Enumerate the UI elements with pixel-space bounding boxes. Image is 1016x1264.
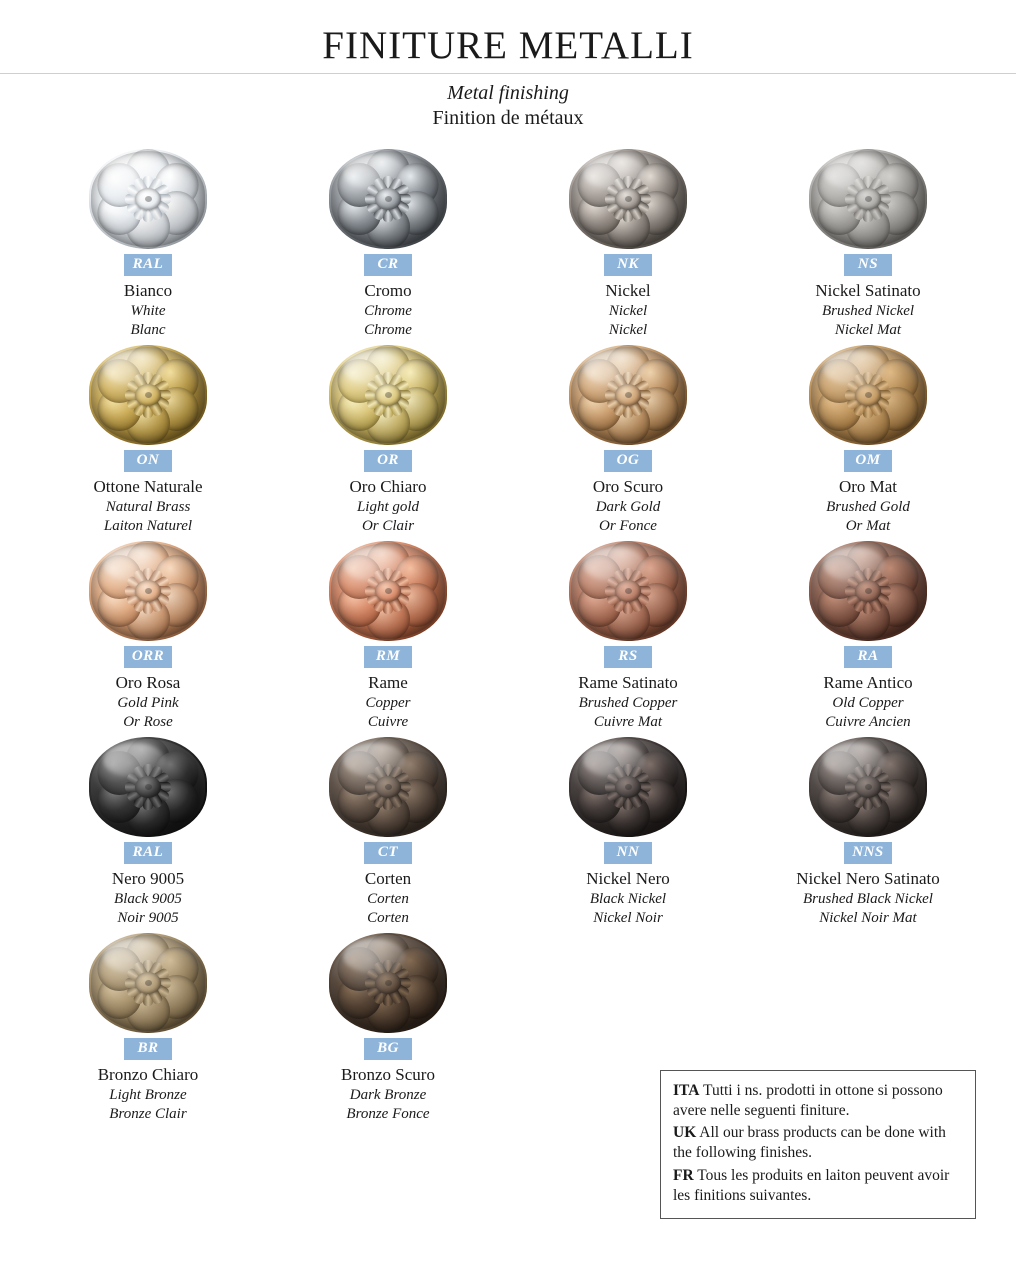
finishes-grid bbox=[28, 144, 988, 1124]
finish-name-it: Corten bbox=[364, 868, 412, 888]
finish-labels bbox=[578, 672, 678, 732]
finish-name-en: Nickel bbox=[608, 302, 648, 319]
subtitle-french: Finition de métaux bbox=[432, 106, 584, 129]
knob-image bbox=[83, 734, 213, 840]
finish-name-fr: Nickel Mat bbox=[834, 321, 902, 338]
finish-name-fr: Or Clair bbox=[361, 517, 415, 534]
finish-code-badge: NK bbox=[604, 254, 652, 276]
finish-code-badge: NS bbox=[844, 254, 892, 276]
finish-labels bbox=[826, 476, 910, 536]
finish-name-fr: Nickel Noir bbox=[593, 909, 663, 926]
finish-code-badge: RAL bbox=[124, 254, 172, 276]
knob-image bbox=[563, 734, 693, 840]
finish-name-it: Rame Antico bbox=[823, 672, 913, 692]
finish-item bbox=[268, 536, 508, 732]
finish-item bbox=[508, 144, 748, 340]
knob-image bbox=[83, 538, 213, 644]
finish-name-en: Dark Bronze bbox=[349, 1086, 427, 1103]
note-fr bbox=[673, 1166, 963, 1206]
finish-name-en: Gold Pink bbox=[117, 694, 179, 711]
finish-labels bbox=[593, 476, 663, 536]
finish-item bbox=[748, 536, 988, 732]
finish-name-fr: Or Mat bbox=[845, 517, 891, 534]
finish-labels bbox=[823, 672, 912, 732]
note-fr-tag: FR bbox=[673, 1166, 694, 1184]
finish-name-en: Black 9005 bbox=[114, 890, 182, 907]
finish-name-it: Nero 9005 bbox=[111, 868, 185, 888]
knob-image bbox=[83, 146, 213, 252]
finish-name-it: Oro Scuro bbox=[592, 476, 664, 496]
finish-name-fr: Cuivre bbox=[367, 713, 409, 730]
finish-item bbox=[268, 340, 508, 536]
finish-labels bbox=[365, 868, 411, 928]
finish-name-fr: Or Rose bbox=[123, 713, 173, 730]
finish-name-fr: Or Fonce bbox=[599, 517, 657, 534]
finish-name-it: Nickel bbox=[605, 280, 651, 300]
finish-name-it: Ottone Naturale bbox=[93, 476, 203, 496]
knob-image bbox=[323, 342, 453, 448]
note-ita-tag: ITA bbox=[673, 1082, 700, 1099]
finish-code-badge: NN bbox=[604, 842, 652, 864]
finish-code-badge: OM bbox=[844, 450, 892, 472]
finish-name-fr: Corten bbox=[367, 909, 409, 926]
subtitle-english: Metal finishing bbox=[447, 81, 569, 104]
note-box bbox=[660, 1070, 976, 1219]
finish-name-fr: Nickel bbox=[608, 321, 648, 338]
knob-image bbox=[83, 930, 213, 1036]
finish-code-badge: RS bbox=[604, 646, 652, 668]
finish-code-badge: RAL bbox=[124, 842, 172, 864]
finish-code-badge: OG bbox=[604, 450, 652, 472]
finish-labels bbox=[124, 280, 172, 340]
finish-name-it: Rame bbox=[368, 672, 408, 692]
finish-name-it: Oro Rosa bbox=[115, 672, 181, 692]
finish-item bbox=[508, 340, 748, 536]
finish-code-badge: NNS bbox=[844, 842, 892, 864]
finishes-page bbox=[0, 26, 1016, 1264]
finish-labels bbox=[605, 280, 650, 340]
finish-labels bbox=[586, 868, 670, 928]
finish-name-it: Nickel Nero bbox=[586, 868, 670, 888]
finish-name-en: White bbox=[130, 302, 166, 319]
finish-name-it: Rame Satinato bbox=[578, 672, 678, 692]
finish-name-en: Brushed Nickel bbox=[821, 302, 915, 319]
finish-name-fr: Cuivre Ancien bbox=[825, 713, 911, 730]
knob-image bbox=[803, 538, 933, 644]
finish-item bbox=[748, 144, 988, 340]
finish-item bbox=[268, 144, 508, 340]
finish-name-en: Old Copper bbox=[832, 694, 904, 711]
finish-item bbox=[28, 144, 268, 340]
knob-image bbox=[803, 342, 933, 448]
finish-item bbox=[268, 732, 508, 928]
finish-name-en: Light Bronze bbox=[109, 1086, 187, 1103]
finish-labels bbox=[815, 280, 920, 340]
finish-item bbox=[748, 732, 988, 928]
knob-image bbox=[563, 342, 693, 448]
note-uk-tag: UK bbox=[673, 1124, 697, 1142]
finish-labels bbox=[98, 1064, 199, 1124]
finish-item bbox=[748, 340, 988, 536]
finish-name-fr: Noir 9005 bbox=[117, 909, 179, 926]
finish-name-en: Corten bbox=[367, 890, 409, 907]
note-ita bbox=[673, 1081, 963, 1121]
knob-image bbox=[803, 146, 933, 252]
note-ita-text: Tutti i ns. prodotti in ottone si possono avere nelle seguenti finiture. bbox=[673, 1082, 943, 1120]
finish-name-it: Bianco bbox=[123, 280, 173, 300]
knob-image bbox=[803, 734, 933, 840]
knob-image bbox=[323, 734, 453, 840]
finish-item bbox=[28, 928, 268, 1124]
finish-name-en: Brushed Black Nickel bbox=[803, 890, 933, 907]
finish-code-badge: RM bbox=[364, 646, 412, 668]
finish-labels bbox=[93, 476, 202, 536]
note-fr-text: Tous les produits en laiton peuvent avoir les finitions suivantes. bbox=[673, 1166, 950, 1204]
finish-name-it: Bronzo Chiaro bbox=[97, 1064, 199, 1084]
finish-item bbox=[28, 340, 268, 536]
finish-item bbox=[28, 536, 268, 732]
note-uk bbox=[673, 1123, 963, 1163]
finish-name-it: Cromo bbox=[364, 280, 412, 300]
finish-name-fr: Bronze Fonce bbox=[346, 1105, 430, 1122]
finish-labels bbox=[350, 476, 427, 536]
page-title: FINITURE METALLI bbox=[322, 24, 694, 67]
finish-labels bbox=[116, 672, 181, 732]
finish-name-it: Nickel Nero Satinato bbox=[796, 868, 940, 888]
finish-code-badge: CR bbox=[364, 254, 412, 276]
knob-image bbox=[323, 146, 453, 252]
knob-image bbox=[83, 342, 213, 448]
finish-name-en: Brushed Copper bbox=[578, 694, 678, 711]
finish-code-badge: CT bbox=[364, 842, 412, 864]
finish-item bbox=[508, 536, 748, 732]
title-divider bbox=[0, 73, 1016, 74]
finish-name-en: Dark Gold bbox=[595, 498, 661, 515]
finish-code-badge: OR bbox=[364, 450, 412, 472]
finish-code-badge: BR bbox=[124, 1038, 172, 1060]
knob-image bbox=[563, 538, 693, 644]
finish-name-it: Oro Mat bbox=[838, 476, 898, 496]
note-uk-text: All our brass products can be done with the following finishes. bbox=[673, 1124, 946, 1162]
finish-item bbox=[268, 928, 508, 1124]
finish-code-badge: BG bbox=[364, 1038, 412, 1060]
finish-code-badge: ON bbox=[124, 450, 172, 472]
finish-labels bbox=[341, 1064, 435, 1124]
finish-labels bbox=[364, 280, 412, 340]
finish-code-badge: ORR bbox=[124, 646, 172, 668]
finish-name-en: Chrome bbox=[364, 302, 412, 319]
finish-name-it: Nickel Satinato bbox=[815, 280, 921, 300]
finish-name-fr: Bronze Clair bbox=[109, 1105, 187, 1122]
knob-image bbox=[563, 146, 693, 252]
knob-image bbox=[323, 538, 453, 644]
finish-name-it: Bronzo Scuro bbox=[341, 1064, 435, 1084]
finish-name-fr: Nickel Noir Mat bbox=[819, 909, 917, 926]
finish-name-en: Light gold bbox=[356, 498, 420, 515]
finish-name-en: Copper bbox=[365, 694, 411, 711]
finish-name-en: Natural Brass bbox=[105, 498, 191, 515]
finish-name-en: Brushed Gold bbox=[826, 498, 910, 515]
finish-name-fr: Cuivre Mat bbox=[593, 713, 663, 730]
finish-code-badge: RA bbox=[844, 646, 892, 668]
finish-name-fr: Chrome bbox=[364, 321, 412, 338]
finish-name-it: Oro Chiaro bbox=[349, 476, 427, 496]
finish-item bbox=[28, 732, 268, 928]
finish-name-en: Black Nickel bbox=[589, 890, 667, 907]
finish-name-fr: Blanc bbox=[130, 321, 166, 338]
finish-item bbox=[508, 732, 748, 928]
knob-image bbox=[323, 930, 453, 1036]
finish-labels bbox=[112, 868, 184, 928]
finish-name-fr: Laiton Naturel bbox=[103, 517, 193, 534]
finish-labels bbox=[796, 868, 940, 928]
finish-labels bbox=[366, 672, 411, 732]
